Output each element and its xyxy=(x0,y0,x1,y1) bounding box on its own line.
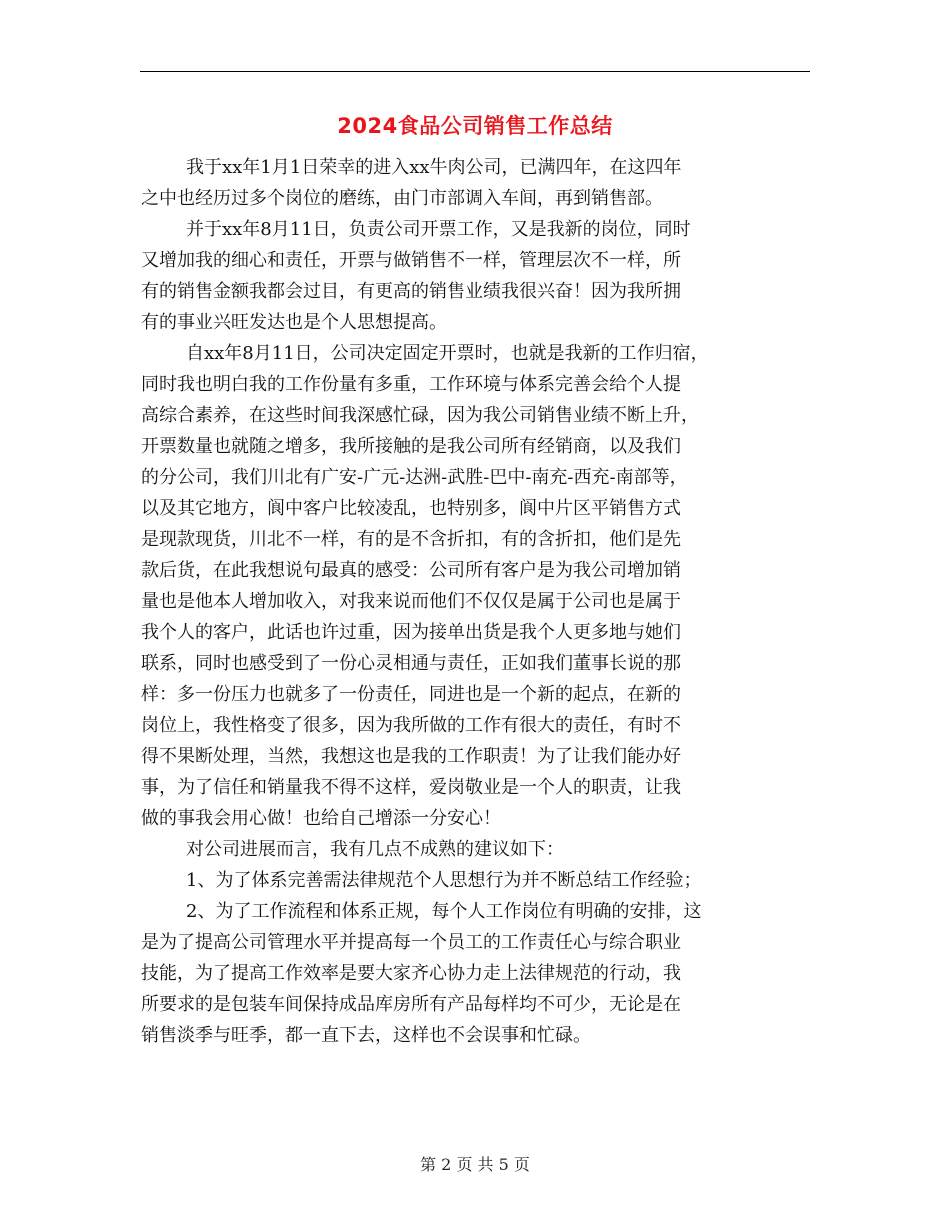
text-line: 联系，同时也感受到了一份心灵相通与责任，正如我们董事长说的那 xyxy=(141,653,681,674)
text-line: 开票数量也就随之增多，我所接触的是我公司所有经销商，以及我们 xyxy=(141,436,681,457)
text-line: 有的销售金额我都会过目，有更高的销售业绩我很兴奋！因为我所拥 xyxy=(141,281,681,302)
text-line: 2、为了工作流程和体系正规，每个人工作岗位有明确的安排，这 xyxy=(186,901,702,922)
text-line: 又增加我的细心和责任，开票与做销售不一样，管理层次不一样，所 xyxy=(141,250,681,271)
text-line: 技能，为了提高工作效率是要大家齐心协力走上法律规范的行动，我 xyxy=(141,963,681,984)
text-line: 同时我也明白我的工作份量有多重，工作环境与体系完善会给个人提 xyxy=(141,374,681,395)
text-line: 高综合素养，在这些时间我深感忙碌，因为我公司销售业绩不断上升， xyxy=(141,405,699,426)
text-line: 的分公司，我们川北有广安-广元-达洲-武胜-巴中-南充-西充-南部等， xyxy=(141,467,688,488)
text-line: 1、为了体系完善需法律规范个人思想行为并不断总结工作经验； xyxy=(186,870,702,891)
text-line: 销售淡季与旺季，都一直下去，这样也不会误事和忙碌。 xyxy=(141,1025,591,1046)
text-line: 自xx年8月11日，公司决定固定开票时，也就是我新的工作归宿， xyxy=(186,343,709,364)
text-line: 对公司进展而言，我有几点不成熟的建议如下： xyxy=(186,839,564,860)
header-rule xyxy=(140,71,810,72)
text-line: 款后货，在此我想说句最真的感受：公司所有客户是为我公司增加销 xyxy=(141,560,681,581)
text-line: 我个人的客户，此话也许过重，因为接单出货是我个人更多地与她们 xyxy=(141,622,681,643)
text-line: 以及其它地方，阆中客户比较凌乱，也特别多，阆中片区平销售方式 xyxy=(141,498,681,519)
text-line: 之中也经历过多个岗位的磨练，由门市部调入车间，再到销售部。 xyxy=(141,188,663,209)
text-line: 得不果断处理，当然，我想这也是我的工作职责！为了让我们能办好 xyxy=(141,746,681,767)
text-line: 是为了提高公司管理水平并提高每一个员工的工作责任心与综合职业 xyxy=(141,932,681,953)
document-title: 2024食品公司销售工作总结 xyxy=(337,114,613,138)
text-line: 样：多一份压力也就多了一份责任，同进也是一个新的起点，在新的 xyxy=(141,684,681,705)
page-footer: 第 2 页 共 5 页 xyxy=(420,1155,530,1174)
text-line: 量也是他本人增加收入，对我来说而他们不仅仅是属于公司也是属于 xyxy=(141,591,681,612)
text-line: 事，为了信任和销量我不得不这样，爱岗敬业是一个人的职责，让我 xyxy=(141,777,681,798)
document-body xyxy=(141,152,801,1051)
text-line: 有的事业兴旺发达也是个人思想提高。 xyxy=(141,312,447,333)
text-line: 并于xx年8月11日，负责公司开票工作，又是我新的岗位，同时 xyxy=(186,219,691,240)
text-line: 岗位上，我性格变了很多，因为我所做的工作有很大的责任，有时不 xyxy=(141,715,681,736)
text-line: 所要求的是包装车间保持成品库房所有产品每样均不可少，无论是在 xyxy=(141,994,681,1015)
text-line: 做的事我会用心做！也给自己增添一分安心！ xyxy=(141,808,501,829)
text-line: 我于xx年1月1日荣幸的进入xx牛肉公司，已满四年，在这四年 xyxy=(186,157,682,178)
text-line: 是现款现货，川北不一样，有的是不含折扣，有的含折扣，他们是先 xyxy=(141,529,681,550)
